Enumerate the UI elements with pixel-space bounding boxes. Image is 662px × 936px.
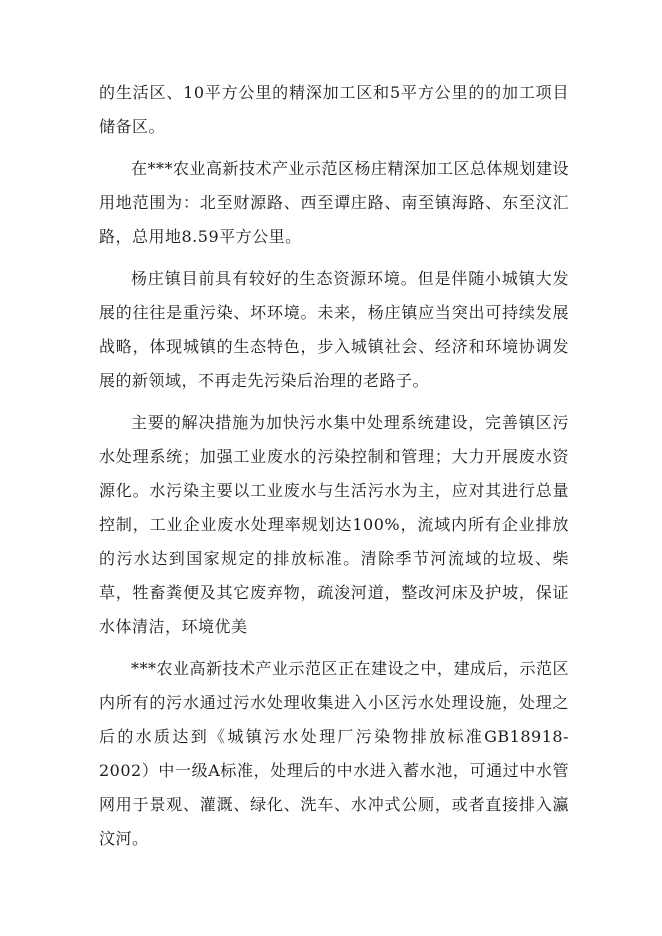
paragraph-ecological-environment: 杨庄镇目前具有较好的生态资源环境。但是伴随小城镇大发展的往往是重污染、坏环境。未来，杨庄镇应当突出可持续发展战略，体现城镇的生态特色，步入城镇社会、经济和环境协调发展的新领域，不再走先污染后治理的老路子。 bbox=[99, 269, 569, 390]
paragraph-planning-boundary: 在***农业高新技术产业示范区杨庄精深加工区总体规划建设用地范围为：北至财源路、西至谭庄路、南至镇海路、东至汶汇路，总用地8.59平方公里。 bbox=[99, 159, 570, 246]
paragraph-land-use-continuation: 的生活区、10平方公里的精深加工区和5平方公里的的加工项目储备区。 bbox=[99, 83, 569, 136]
paragraph-wastewater-treatment: ***农业高新技术产业示范区正在建设之中，建成后，示范区内所有的污水通过污水处理收集进入小区污水处理设施，处理之后的水质达到《城镇污水处理厂污染物排放标准GB18918-2002）中一级A标准，处理后的中水进入蓄水池，可通过中水管网用于景观、灌溉、绿化、洗车、水冲式公厕，或者直接排入瀛汶河。 bbox=[99, 659, 570, 848]
paragraph-pollution-measures: 主要的解决措施为加快污水集中处理系统建设，完善镇区污水处理系统；加强工业废水的污染控制和管理；大力开展废水资源化。水污染主要以工业废水与生活污水为主，应对其进行总量控制，工业企业废水处理率规划达100%，流域内所有企业排放的污水达到国家规定的排放标准。清除季节河流域的垃圾、柴草，牲畜粪便及其它废弃物，疏浚河道，整改河床及护坡，保证水体清洁，环境优美 bbox=[99, 413, 569, 636]
document-body bbox=[99, 76, 569, 864]
